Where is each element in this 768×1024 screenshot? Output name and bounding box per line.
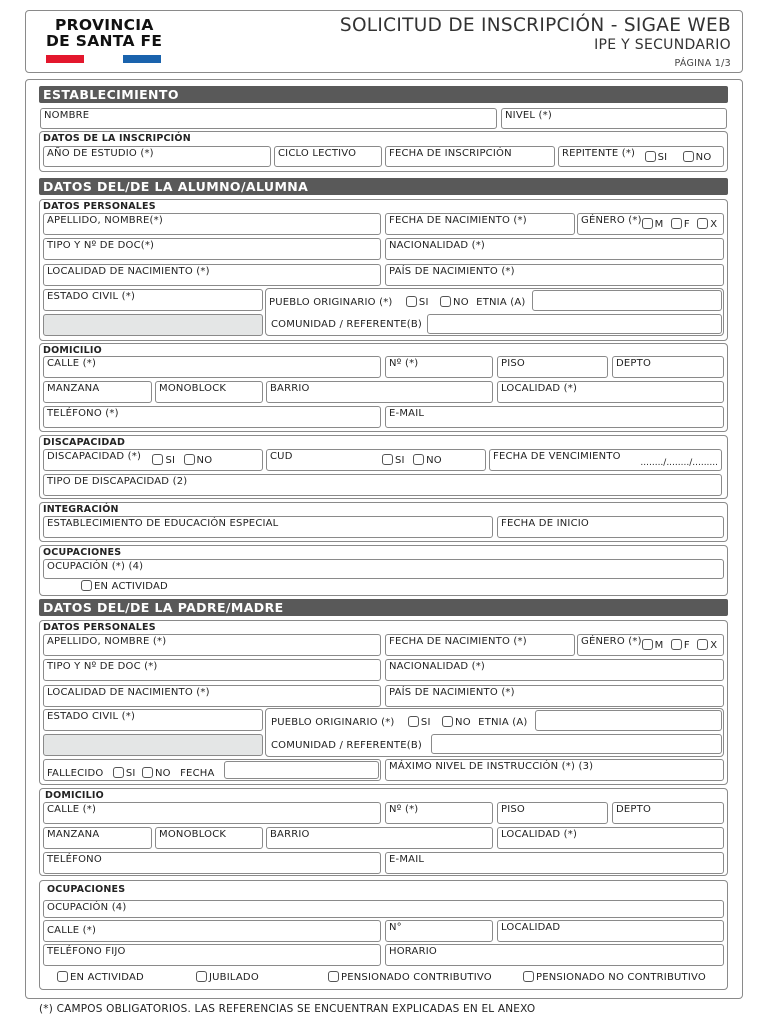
- label-genero: GÉNERO (*): [581, 636, 642, 647]
- field-depto[interactable]: DEPTO: [612, 356, 724, 378]
- province-logo: [46, 17, 162, 49]
- field-establecimiento-especial[interactable]: ESTABLECIMIENTO DE EDUCACIÓN ESPECIAL: [43, 516, 493, 538]
- label-x: X: [710, 640, 718, 651]
- label-si: SI: [165, 455, 176, 466]
- field-anio-estudio[interactable]: AÑO DE ESTUDIO (*): [43, 146, 271, 167]
- page-number: PÁGINA 1/3: [674, 58, 731, 69]
- field-discapacidad: [43, 449, 263, 471]
- field-calle-trabajo[interactable]: [43, 920, 381, 942]
- field-numero-trabajo[interactable]: N°: [385, 920, 493, 942]
- field-fecha-inscripcion[interactable]: FECHA DE INSCRIPCIÓN: [385, 146, 555, 167]
- field-fecha-inicio[interactable]: FECHA DE INICIO: [497, 516, 724, 538]
- checkbox-en-actividad[interactable]: [81, 580, 92, 591]
- label-pueblo-originario: PUEBLO ORIGINARIO (*): [271, 717, 395, 728]
- checkbox-pueblo-no[interactable]: [440, 296, 451, 307]
- subtitle-datos-personales: DATOS PERSONALES: [43, 622, 156, 633]
- checkbox-genero-x[interactable]: [697, 639, 708, 650]
- field-email[interactable]: E-MAIL: [385, 852, 724, 874]
- field-localidad-nacimiento[interactable]: LOCALIDAD DE NACIMIENTO (*): [43, 685, 381, 707]
- label-no: NO: [426, 455, 442, 466]
- label-comunidad: COMUNIDAD / REFERENTE(B): [271, 319, 422, 330]
- label-no: NO: [695, 152, 712, 163]
- label-fecha: FECHA: [180, 768, 215, 779]
- pueblo-row: [269, 296, 526, 309]
- row-en-actividad: [81, 580, 168, 593]
- section-establecimiento: ESTABLECIMIENTO: [39, 86, 728, 103]
- label-no: NO: [154, 768, 171, 779]
- field-numero[interactable]: Nº (*): [385, 802, 493, 824]
- checkbox-cud-si[interactable]: [382, 454, 393, 465]
- checkbox-fallecido-si[interactable]: [113, 767, 124, 778]
- field-localidad[interactable]: LOCALIDAD (*): [497, 827, 724, 849]
- field-cud: [266, 449, 486, 471]
- form-title: SOLICITUD DE INSCRIPCIÓN - SIGAE WEB: [339, 15, 731, 36]
- label-comunidad: COMUNIDAD / REFERENTE(B): [271, 740, 422, 751]
- checkbox-en-actividad[interactable]: [57, 971, 68, 982]
- field-numero[interactable]: Nº (*): [385, 356, 493, 378]
- checkbox-genero-m[interactable]: [642, 639, 653, 650]
- label-f: F: [683, 219, 690, 230]
- section-alumno: DATOS DEL/DE LA ALUMNO/ALUMNA: [39, 178, 728, 195]
- field-localidad-trabajo[interactable]: LOCALIDAD: [497, 920, 724, 942]
- label-pensionado-no-contributivo: PENSIONADO NO CONTRIBUTIVO: [536, 972, 706, 983]
- field-tipo-doc[interactable]: TIPO Y Nº DE DOC(*): [43, 238, 381, 260]
- label-calle: CALLE (*): [47, 925, 97, 936]
- label-si: SI: [125, 768, 136, 779]
- field-nacionalidad[interactable]: NACIONALIDAD (*): [385, 238, 724, 260]
- label-f: F: [683, 640, 690, 651]
- subtitle-ocupaciones: OCUPACIONES: [47, 884, 126, 895]
- label-discapacidad: DISCAPACIDAD (*): [47, 451, 142, 462]
- field-monoblock[interactable]: MONOBLOCK: [155, 381, 263, 403]
- label-fallecido: FALLECIDO: [47, 768, 104, 779]
- label-si: SI: [420, 717, 431, 728]
- field-etnia[interactable]: [535, 710, 722, 731]
- row-pens-contrib: [328, 971, 492, 984]
- label-pensionado-contributivo: PENSIONADO CONTRIBUTIVO: [341, 972, 492, 983]
- field-horario[interactable]: HORARIO: [385, 944, 724, 966]
- field-monoblock[interactable]: MONOBLOCK: [155, 827, 263, 849]
- pueblo-row: [271, 716, 528, 729]
- checkbox-pueblo-no[interactable]: [442, 716, 453, 727]
- field-pais-nacimiento[interactable]: PAÍS DE NACIMIENTO (*): [385, 264, 724, 286]
- label-en-actividad: EN ACTIVIDAD: [94, 581, 168, 592]
- checkbox-pueblo-si[interactable]: [406, 296, 417, 307]
- field-estado-civil[interactable]: ESTADO CIVIL (*): [43, 709, 263, 731]
- label-si: SI: [395, 455, 405, 466]
- label-genero: GÉNERO (*): [581, 215, 642, 226]
- field-comunidad[interactable]: [431, 734, 722, 754]
- field-piso[interactable]: PISO: [497, 802, 608, 824]
- label-pueblo-originario: PUEBLO ORIGINARIO (*): [269, 297, 393, 308]
- row-jubilado: [196, 971, 259, 984]
- checkbox-genero-m[interactable]: [642, 218, 653, 229]
- field-manzana[interactable]: MANZANA: [43, 827, 152, 849]
- checkbox-fallecido-no[interactable]: [142, 767, 153, 778]
- subtitle-datos-personales: DATOS PERSONALES: [43, 201, 156, 212]
- subtitle-domicilio: DOMICILIO: [45, 790, 104, 801]
- field-telefono[interactable]: TELÉFONO (*): [43, 406, 381, 428]
- field-piso[interactable]: PISO: [497, 356, 608, 378]
- checkbox-repitente-si[interactable]: [645, 151, 656, 162]
- field-fecha-fallecimiento[interactable]: [224, 761, 379, 779]
- label-si: SI: [418, 297, 429, 308]
- logo-line-2: DE SANTA FE: [46, 32, 163, 50]
- field-ocupacion[interactable]: OCUPACIÓN (4): [43, 900, 724, 918]
- label-m: M: [654, 640, 664, 651]
- field-nacionalidad[interactable]: NACIONALIDAD (*): [385, 659, 724, 681]
- row-pens-no-contrib: [523, 971, 706, 984]
- subtitle-inscripcion: DATOS DE LA INSCRIPCIÓN: [43, 133, 191, 144]
- checkbox-genero-f[interactable]: [671, 639, 682, 650]
- field-tipo-discapacidad[interactable]: TIPO DE DISCAPACIDAD (2): [43, 474, 722, 496]
- label-vencimiento: FECHA DE VENCIMIENTO: [493, 451, 621, 462]
- field-fecha-vencimiento[interactable]: [489, 449, 722, 471]
- field-genero: [577, 213, 724, 235]
- field-repitente: [558, 146, 724, 167]
- date-blank: ......../......../.........: [640, 458, 718, 468]
- field-depto[interactable]: DEPTO: [612, 802, 724, 824]
- field-disabled-grey: [43, 734, 263, 756]
- subtitle-discapacidad: DISCAPACIDAD: [43, 437, 126, 448]
- field-etnia[interactable]: [532, 290, 722, 311]
- field-ocupacion[interactable]: OCUPACIÓN (*) (4): [43, 559, 724, 579]
- checkbox-pensionado-no-contributivo[interactable]: [523, 971, 534, 982]
- field-email[interactable]: E-MAIL: [385, 406, 724, 428]
- checkbox-repitente-no[interactable]: [683, 151, 694, 162]
- label-etnia: ETNIA (A): [476, 297, 526, 308]
- label-x: X: [710, 219, 718, 230]
- form-subtitle: IPE Y SECUNDARIO: [594, 37, 731, 53]
- field-fecha-nacimiento[interactable]: FECHA DE NACIMIENTO (*): [385, 213, 575, 235]
- section-padre-madre: DATOS DEL/DE LA PADRE/MADRE: [39, 599, 728, 616]
- label-no: NO: [196, 455, 213, 466]
- checkbox-jubilado[interactable]: [196, 971, 207, 982]
- logo-blue-stripe: [123, 55, 161, 63]
- field-localidad[interactable]: LOCALIDAD (*): [497, 381, 724, 403]
- checkbox-pensionado-contributivo[interactable]: [328, 971, 339, 982]
- field-nombre[interactable]: NOMBRE: [40, 108, 497, 129]
- field-nivel[interactable]: NIVEL (*): [501, 108, 727, 129]
- label-no: NO: [453, 297, 469, 308]
- field-telefono-fijo[interactable]: TELÉFONO FIJO: [43, 944, 381, 966]
- field-pais-nacimiento[interactable]: PAÍS DE NACIMIENTO (*): [385, 685, 724, 707]
- checkbox-disc-si[interactable]: [152, 454, 163, 465]
- field-apellido-nombre[interactable]: APELLIDO, NOMBRE(*): [43, 213, 381, 235]
- label-si: SI: [657, 152, 668, 163]
- checkbox-genero-x[interactable]: [697, 218, 708, 229]
- label-etnia: ETNIA (A): [478, 717, 528, 728]
- field-localidad-nacimiento[interactable]: LOCALIDAD DE NACIMIENTO (*): [43, 264, 381, 286]
- field-calle[interactable]: CALLE (*): [43, 356, 381, 378]
- field-estado-civil[interactable]: ESTADO CIVIL (*): [43, 289, 263, 311]
- subtitle-ocupaciones: OCUPACIONES: [43, 547, 122, 558]
- checkbox-pueblo-si[interactable]: [408, 716, 419, 727]
- field-maximo-nivel[interactable]: MÁXIMO NIVEL DE INSTRUCCIÓN (*) (3): [385, 759, 724, 781]
- logo-line-1: PROVINCIA: [55, 16, 154, 34]
- label-en-actividad: EN ACTIVIDAD: [70, 972, 144, 983]
- field-manzana[interactable]: MANZANA: [43, 381, 152, 403]
- field-tipo-doc[interactable]: TIPO Y Nº DE DOC (*): [43, 659, 381, 681]
- field-genero: [577, 634, 724, 656]
- label-cud: CUD: [270, 451, 293, 462]
- checkbox-disc-no[interactable]: [184, 454, 195, 465]
- field-apellido-nombre[interactable]: APELLIDO, NOMBRE (*): [43, 634, 381, 656]
- field-telefono[interactable]: TELÉFONO: [43, 852, 381, 874]
- row-situacion: [57, 971, 144, 984]
- label-m: M: [654, 219, 664, 230]
- subtitle-domicilio: DOMICILIO: [43, 345, 102, 356]
- footer-note: (*) CAMPOS OBLIGATORIOS. LAS REFERENCIAS SE ENCUENTRAN EXPLICADAS EN EL ANEXO: [39, 1003, 536, 1015]
- label-no: NO: [455, 717, 471, 728]
- field-barrio[interactable]: BARRIO: [266, 381, 493, 403]
- checkbox-cud-no[interactable]: [413, 454, 424, 465]
- subtitle-integracion: INTEGRACIÓN: [43, 504, 119, 515]
- field-fecha-nacimiento[interactable]: FECHA DE NACIMIENTO (*): [385, 634, 575, 656]
- label-repitente: REPITENTE (*): [562, 148, 636, 159]
- checkbox-genero-f[interactable]: [671, 218, 682, 229]
- field-ciclo-lectivo[interactable]: CICLO LECTIVO: [274, 146, 382, 167]
- field-disabled-grey: [43, 314, 263, 336]
- label-jubilado: JUBILADO: [209, 972, 259, 983]
- field-comunidad[interactable]: [427, 314, 722, 334]
- field-calle[interactable]: CALLE (*): [43, 802, 381, 824]
- field-barrio[interactable]: BARRIO: [266, 827, 493, 849]
- logo-red-stripe: [46, 55, 84, 63]
